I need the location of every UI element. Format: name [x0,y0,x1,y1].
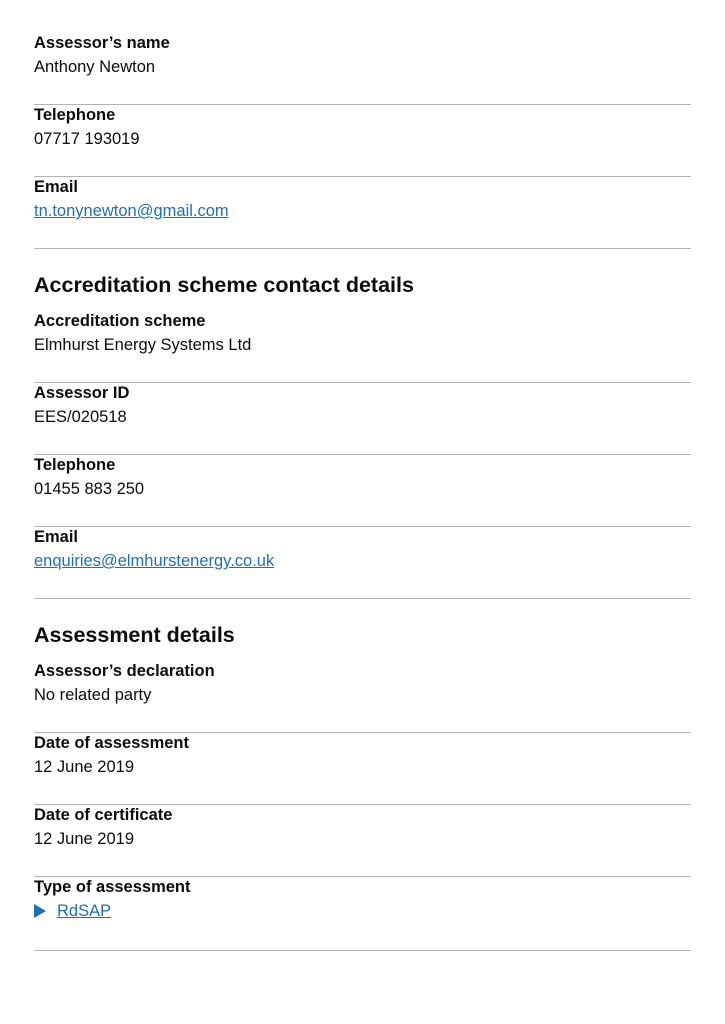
type-of-assessment-row [34,877,691,951]
date-of-certificate-value: 12 June 2019 [34,830,135,848]
date-of-assessment-value: 12 June 2019 [34,758,135,776]
assessor-name-value: Anthony Newton [34,58,156,76]
date-of-certificate-label: Date of certificate [34,806,173,824]
scheme-email-row [34,527,691,599]
assessor-telephone-label: Telephone [34,106,116,124]
scheme-telephone-label: Telephone [34,456,116,474]
assessor-name-label: Assessor’s name [34,34,170,52]
assessor-contact-list [34,33,691,249]
assessor-declaration-value: No related party [34,686,152,704]
accreditation-list [34,311,691,599]
assessor-declaration-row [34,661,691,733]
assessor-email-label: Email [34,178,79,196]
accreditation-scheme-label: Accreditation scheme [34,312,206,330]
assessor-email-row [34,177,691,249]
rdsap-link[interactable]: RdSAP [57,902,112,920]
assessor-declaration-label: Assessor’s declaration [34,662,215,680]
assessment-heading: Assessment details [34,623,235,647]
date-of-certificate-row [34,805,691,877]
scheme-telephone-row [34,455,691,527]
date-of-assessment-label: Date of assessment [34,734,189,752]
assessor-email-link[interactable]: tn.tonynewton@gmail.com [34,202,229,220]
triangle-right-icon[interactable] [34,904,46,918]
date-of-assessment-row [34,733,691,805]
scheme-telephone-value: 01455 883 250 [34,480,145,498]
type-of-assessment-details[interactable] [34,901,111,921]
accreditation-heading: Accreditation scheme contact details [34,273,414,297]
type-of-assessment-label: Type of assessment [34,878,191,896]
accreditation-scheme-value: Elmhurst Energy Systems Ltd [34,336,252,354]
assessor-id-value: EES/020518 [34,408,127,426]
assessor-id-row [34,383,691,455]
assessor-id-label: Assessor ID [34,384,130,402]
accreditation-scheme-row [34,311,691,383]
assessor-name-row [34,33,691,105]
scheme-email-link[interactable]: enquiries@elmhurstenergy.co.uk [34,552,275,570]
assessor-telephone-value: 07717 193019 [34,130,140,148]
scheme-email-label: Email [34,528,79,546]
assessor-telephone-row [34,105,691,177]
assessment-list [34,661,691,951]
